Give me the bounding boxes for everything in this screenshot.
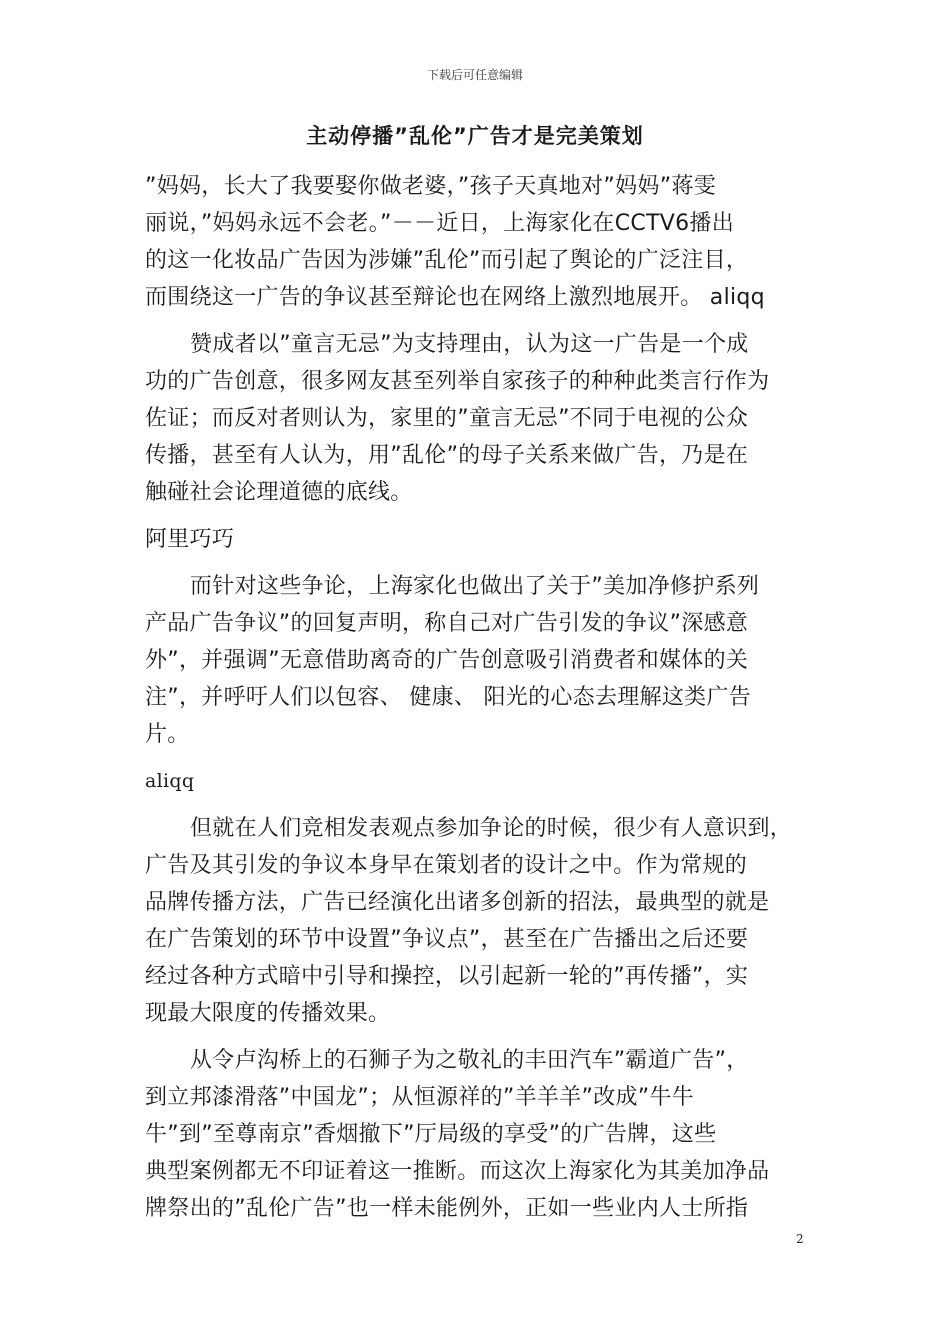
text-line: 佐证；而反对者则认为，家里的”童言无忌”不同于电视的公众 — [145, 406, 749, 431]
text-line: 阿里巧巧 — [145, 527, 235, 552]
text-line: 功的广告创意，很多网友甚至列举自家孩子的种种此类言行作为 — [145, 369, 770, 394]
text-line: 典型案例都无不印证着这一推断。而这次上海家化为其美加净品 — [145, 1159, 770, 1184]
text-line: 触碰社会论理道德的底线。 — [145, 480, 413, 505]
paragraph-6 — [145, 810, 805, 1032]
text-line: 产品广告争议”的回复声明，称自己对广告引发的争议”深感意 — [145, 611, 749, 636]
text-line: 而围绕这一广告的争议甚至辩论也在网络上激烈地展开。 aliqq — [145, 285, 765, 310]
text-line: 片。 — [145, 722, 190, 747]
paragraph-3 — [145, 521, 805, 558]
text-line: 到立邦漆滑落”中国龙”；从恒源祥的”羊羊羊”改成”牛牛 — [145, 1085, 695, 1110]
text-line: 的这一化妆品广告因为涉嫌”乱伦”而引起了舆论的广泛注目， — [145, 248, 749, 273]
text-line: 而针对这些争论，上海家化也做出了关于”美加净修护系列 — [190, 574, 760, 599]
text-line: 现最大限度的传播效果。 — [145, 1001, 391, 1026]
text-line: 但就在人们竞相发表观点参加争论的时候，很少有人意识到， — [190, 816, 793, 841]
text-line: 丽说，”妈妈永远不会老。”－－近日，上海家化在CCTV6播出 — [145, 211, 735, 236]
text-line: 从令卢沟桥上的石狮子为之敬礼的丰田汽车”霸道广告”， — [190, 1048, 749, 1073]
text-line: 经过各种方式暗中引导和操控，以引起新一轮的”再传播”，实 — [145, 964, 749, 989]
text-line: 牛”到”至尊南京”香烟撤下”厅局级的享受”的广告牌，这些 — [145, 1122, 717, 1147]
text-line: 品牌传播方法，广告已经演化出诸多创新的招法，最典型的就是 — [145, 890, 770, 915]
page-number: 2 — [796, 1232, 804, 1246]
text-line: 牌祭出的”乱伦广告”也一样未能例外，正如一些业内人士所指 — [145, 1196, 749, 1221]
text-line: 广告及其引发的争议本身早在策划者的设计之中。作为常规的 — [145, 853, 748, 878]
text-line: aliqq — [145, 770, 195, 792]
paragraph-7 — [145, 1042, 805, 1227]
text-line: ”妈妈，长大了我要娶你做老婆，”孩子天真地对”妈妈”蒋雯 — [145, 174, 716, 199]
header-note: 下载后可任意编辑 — [426, 68, 523, 82]
text-line: 注”，并呼吁人们以包容、 健康、 阳光的心态去理解这类广告 — [145, 685, 752, 710]
paragraph-5 — [145, 763, 805, 800]
text-line: 传播，甚至有人认为，用”乱伦”的母子关系来做广告，乃是在 — [145, 443, 749, 468]
page-title: 主动停播”乱伦”广告才是完美策划 — [306, 124, 644, 148]
text-line: 赞成者以”童言无忌”为支持理由，认为这一广告是一个成 — [190, 332, 749, 357]
paragraph-2 — [145, 326, 805, 511]
paragraph-1 — [145, 168, 805, 316]
text-line: 外”，并强调”无意借助离奇的广告创意吸引消费者和媒体的关 — [145, 648, 749, 673]
article-body — [145, 168, 805, 1227]
text-line: 在广告策划的环节中设置”争议点”，甚至在广告播出之后还要 — [145, 927, 749, 952]
paragraph-4 — [145, 568, 805, 753]
